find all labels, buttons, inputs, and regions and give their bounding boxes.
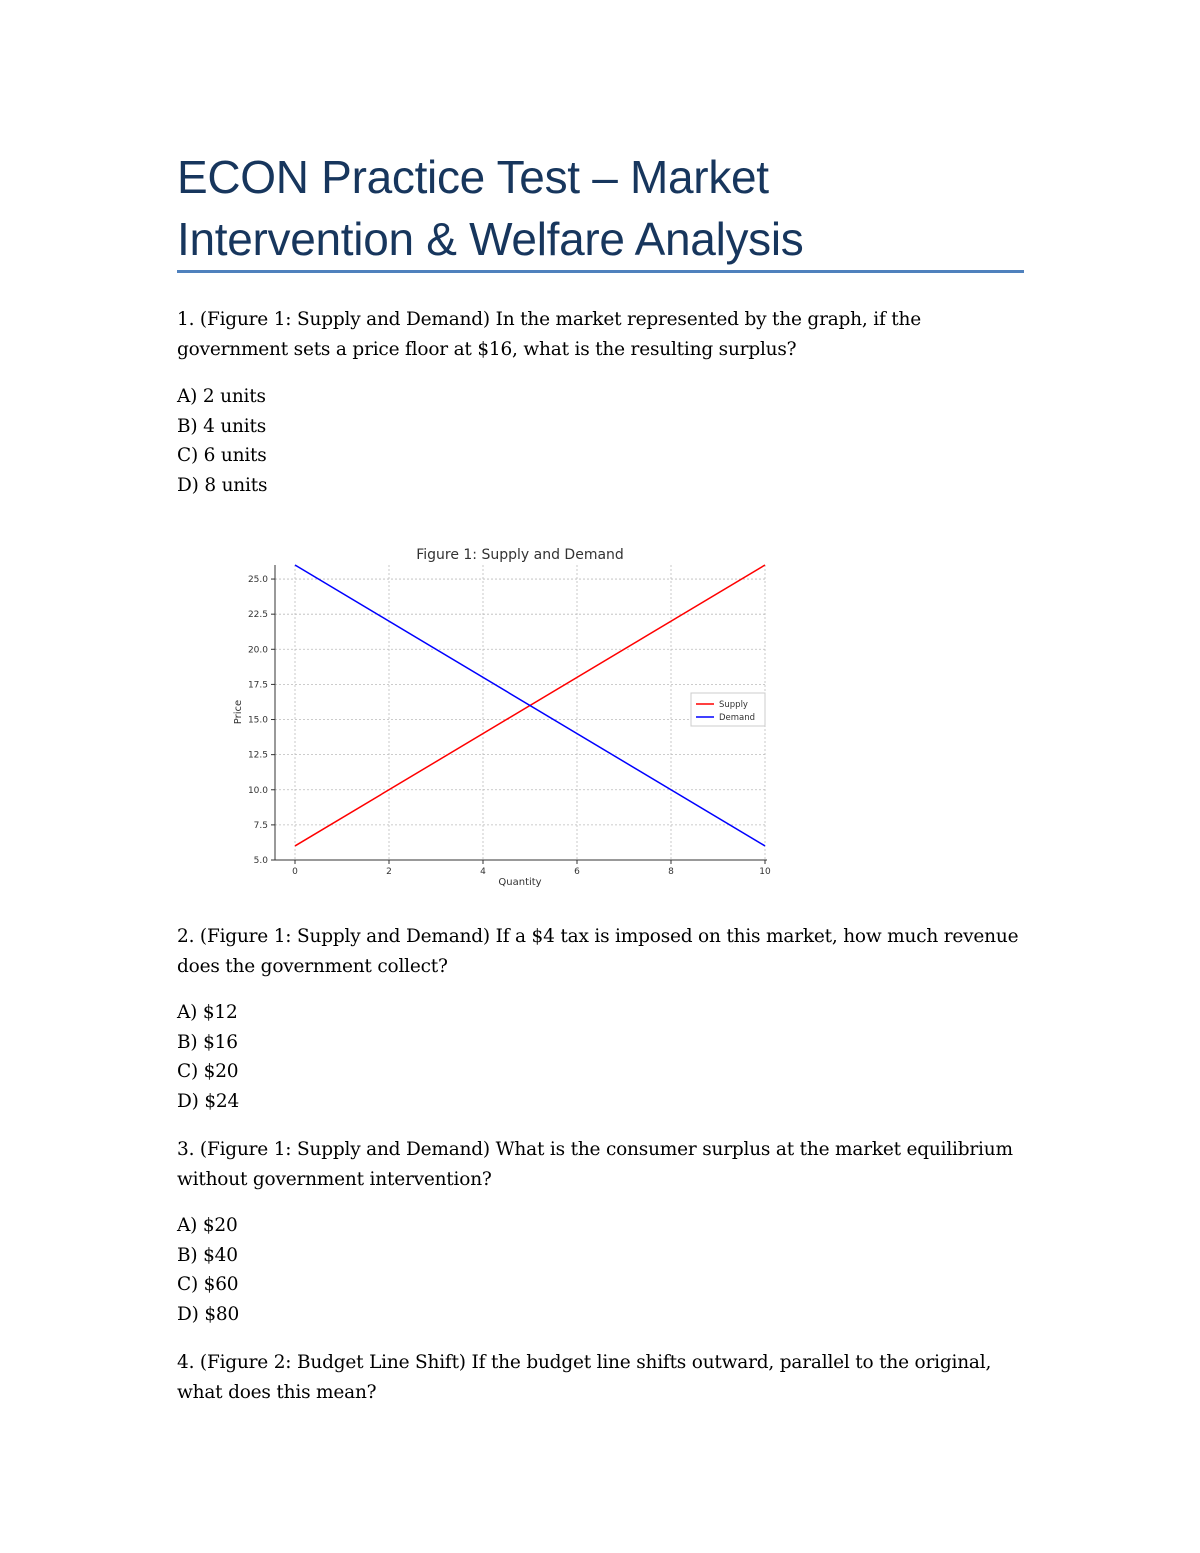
question-1-option-b: B) 4 units bbox=[177, 415, 267, 437]
chart-x-axis-label: Quantity bbox=[498, 877, 542, 888]
y-tick-label: 25.0 bbox=[247, 575, 268, 586]
question-1 bbox=[177, 305, 1027, 365]
y-tick-label: 15.0 bbox=[247, 715, 268, 726]
y-tick-label: 20.0 bbox=[247, 645, 268, 656]
title-divider bbox=[177, 270, 1024, 273]
question-2-option-b: B) $16 bbox=[177, 1031, 238, 1053]
y-tick-label: 17.5 bbox=[247, 680, 268, 691]
question-3-option-b: B) $40 bbox=[177, 1244, 238, 1266]
title-line-2: Intervention & Welfare Analysis bbox=[177, 213, 804, 265]
y-tick-label: 10.0 bbox=[247, 785, 268, 796]
x-tick-label: 8 bbox=[668, 867, 674, 877]
question-4-line-1: 4. (Figure 2: Budget Line Shift) If the budget line shifts outward, parallel to the original, bbox=[177, 1352, 992, 1373]
question-2-option-c: C) $20 bbox=[177, 1061, 239, 1082]
chart-svg bbox=[225, 540, 775, 890]
x-tick-label: 0 bbox=[292, 867, 298, 877]
chart-y-axis-label: Price bbox=[233, 699, 244, 725]
question-1-option-a: A) 2 units bbox=[177, 386, 266, 407]
question-3-options bbox=[177, 1211, 577, 1329]
question-2-line-2: does the government collect? bbox=[177, 956, 448, 977]
x-tick-label: 4 bbox=[480, 867, 486, 877]
question-1-options bbox=[177, 382, 577, 500]
question-2-option-d: D) $24 bbox=[177, 1090, 240, 1112]
legend-supply-label: Supply bbox=[719, 700, 748, 710]
question-3-option-d: D) $80 bbox=[177, 1303, 240, 1325]
title-line-1: ECON Practice Test – Market bbox=[177, 151, 769, 203]
question-3 bbox=[177, 1135, 1027, 1195]
question-1-line-2: government sets a price floor at $16, what is the resulting surplus? bbox=[177, 339, 797, 360]
legend-demand-label: Demand bbox=[719, 713, 756, 723]
chart-title: Figure 1: Supply and Demand bbox=[416, 547, 624, 563]
question-1-option-d: D) 8 units bbox=[177, 474, 268, 496]
question-1-option-c: C) 6 units bbox=[177, 445, 267, 466]
question-4-line-2: what does this mean? bbox=[177, 1382, 377, 1403]
y-tick-label: 22.5 bbox=[247, 610, 268, 621]
question-1-line-1: 1. (Figure 1: Supply and Demand) In the market represented by the graph, if the bbox=[177, 309, 922, 330]
x-tick-label: 6 bbox=[574, 867, 580, 877]
question-4 bbox=[177, 1348, 1027, 1408]
question-3-line-1: 3. (Figure 1: Supply and Demand) What is the consumer surplus at the market equilibrium bbox=[177, 1139, 1013, 1160]
x-tick-label: 10 bbox=[759, 867, 771, 877]
question-2 bbox=[177, 922, 1027, 982]
question-2-option-a: A) $12 bbox=[177, 1002, 238, 1023]
y-tick-label: 7.5 bbox=[253, 820, 268, 831]
y-tick-label: 12.5 bbox=[247, 750, 268, 761]
chart-legend bbox=[691, 693, 765, 726]
question-3-option-a: A) $20 bbox=[177, 1215, 238, 1236]
page-title bbox=[177, 146, 1027, 270]
question-3-option-c: C) $60 bbox=[177, 1274, 239, 1295]
x-tick-label: 2 bbox=[386, 867, 392, 877]
y-tick-label: 5.0 bbox=[253, 856, 268, 866]
question-2-line-1: 2. (Figure 1: Supply and Demand) If a $4 tax is imposed on this market, how much revenue bbox=[177, 926, 1019, 947]
question-3-line-2: without government intervention? bbox=[177, 1169, 492, 1190]
question-2-options bbox=[177, 998, 577, 1116]
figure-1-chart bbox=[225, 540, 775, 890]
